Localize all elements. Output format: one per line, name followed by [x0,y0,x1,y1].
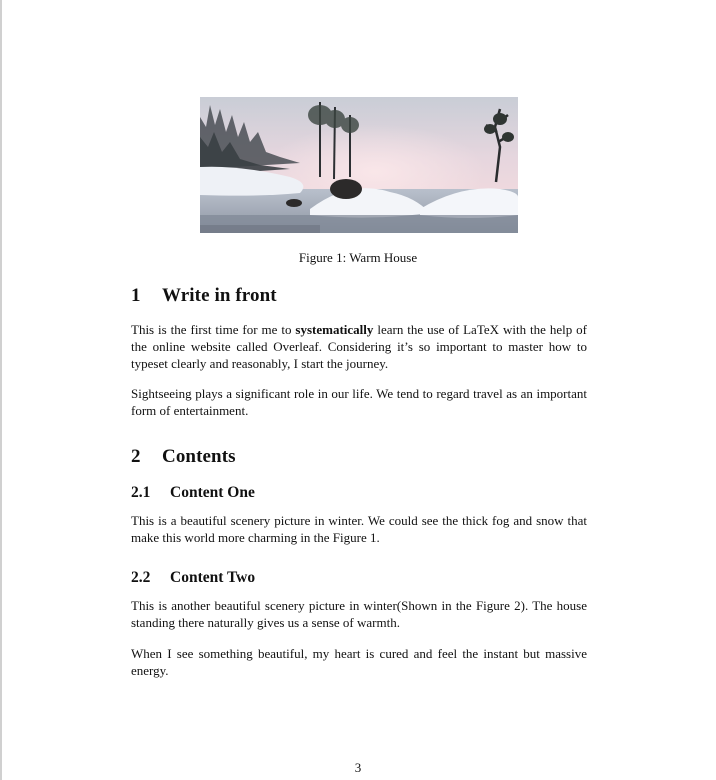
paragraph-content-two-2: When I see something beautiful, my heart is cured and feel the instant but massive energy. [131,646,587,678]
paragraph-text: learn the use of LaTeX with the help of the online website called Overleaf. Considering it’s so important to master how to typeset clearly and reasonably, I start the journey. [131,322,587,371]
subsection-number: 2.2 [131,569,151,586]
paragraph-text: This is the first time for me to [131,322,296,337]
paragraph-intro-1 [131,321,587,372]
subsection-title: Content One [170,484,255,501]
section-title: Write in front [162,285,277,306]
section-heading-contents [131,446,236,468]
subsection-heading-content-two [131,569,255,587]
section-title: Contents [162,446,236,467]
section-heading-write-in-front [131,285,277,307]
paragraph-content-two-1: This is another beautiful scenery picture in winter(Shown in the Figure 2). The house standing there naturally gives us a sense of warmth. [131,598,587,630]
paragraph-intro-2: Sightseeing plays a significant role in our life. We tend to regard travel as an important form of entertainment. [131,386,587,418]
subsection-number: 2.1 [131,484,151,501]
subsection-heading-content-one [131,484,255,502]
subsection-title: Content Two [170,569,256,586]
winter-lake-fog-image [200,97,518,233]
figure-caption: Figure 1: Warm House [298,250,418,265]
section-number: 2 [131,446,141,467]
section-number: 1 [131,285,141,306]
figure-image [200,97,518,233]
paragraph-content-one: This is a beautiful scenery picture in winter. We could see the thick fog and snow that make this world more charming in the Figure 1. [131,513,587,545]
page-number: 3 [354,760,362,775]
bold-word: systematically [295,322,374,337]
